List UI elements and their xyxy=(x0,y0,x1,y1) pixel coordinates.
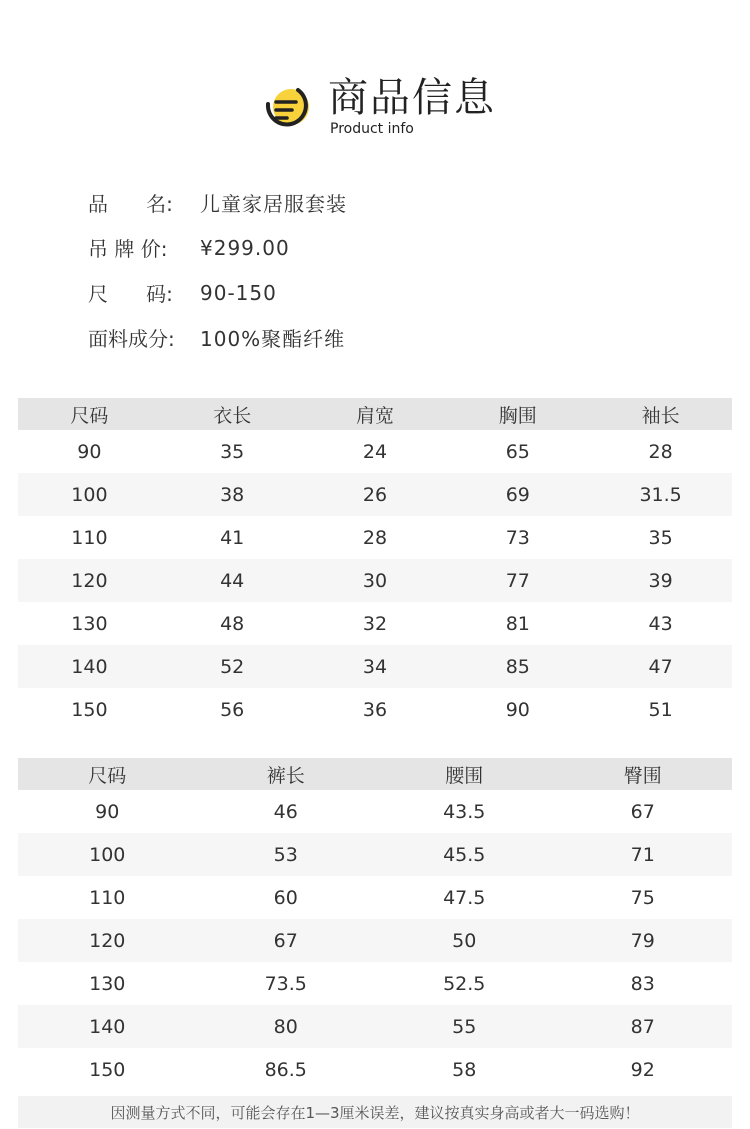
table-header-row xyxy=(18,398,732,430)
table-row xyxy=(18,430,732,473)
column-header: 腰围 xyxy=(375,758,554,790)
column-header: 臀围 xyxy=(554,758,733,790)
table-cell: 90 xyxy=(95,800,120,823)
table-cell: 67 xyxy=(197,919,376,962)
table-cell: 32 xyxy=(362,612,388,635)
info-value: ¥299.00 xyxy=(200,235,290,260)
column-header: 尺码 xyxy=(18,398,161,430)
column-header: 肩宽 xyxy=(304,398,447,430)
table-cell: 46 xyxy=(273,800,298,823)
info-value: 90-150 xyxy=(200,280,277,305)
table-cell: 110 xyxy=(71,526,108,549)
table-cell: 45.5 xyxy=(375,833,554,876)
table-row xyxy=(18,919,732,962)
table-row xyxy=(18,833,732,876)
table-cell: 39 xyxy=(589,559,732,602)
info-row-size xyxy=(88,270,688,315)
table-cell: 41 xyxy=(220,526,245,549)
table-cell: 140 xyxy=(18,645,161,688)
bottom-size-table xyxy=(18,758,732,1091)
table-cell: 31.5 xyxy=(589,473,732,516)
table-cell: 52 xyxy=(161,645,304,688)
column-header: 袖长 xyxy=(589,398,732,430)
table-cell: 110 xyxy=(89,886,126,909)
table-cell: 77 xyxy=(446,559,589,602)
column-header: 胸围 xyxy=(446,398,589,430)
table-cell: 120 xyxy=(18,559,161,602)
table-cell: 43.5 xyxy=(443,800,486,823)
table-cell: 140 xyxy=(18,1005,197,1048)
info-label: 尺 码: xyxy=(88,282,173,306)
table-cell: 65 xyxy=(505,440,530,463)
table-cell: 48 xyxy=(220,612,245,635)
table-cell: 38 xyxy=(161,473,304,516)
table-row xyxy=(18,790,732,833)
table-cell: 44 xyxy=(161,559,304,602)
table-row xyxy=(18,516,732,559)
table-cell: 60 xyxy=(273,886,298,909)
table-row xyxy=(18,645,732,688)
column-header: 裤长 xyxy=(197,758,376,790)
table-cell: 58 xyxy=(452,1058,477,1081)
table-cell: 35 xyxy=(220,440,245,463)
top-size-table xyxy=(18,398,732,731)
page-title: 商品信息 xyxy=(328,75,496,121)
table-cell: 28 xyxy=(648,440,673,463)
table-cell: 24 xyxy=(362,440,388,463)
info-row-material xyxy=(88,315,688,360)
table-cell: 47.5 xyxy=(443,886,486,909)
table-row xyxy=(18,876,732,919)
table-cell: 83 xyxy=(630,972,655,995)
table-cell: 43 xyxy=(648,612,673,635)
table-header-row xyxy=(18,758,732,790)
menu-badge-icon xyxy=(262,82,314,134)
info-row-name xyxy=(88,180,688,225)
table-cell: 51 xyxy=(648,698,673,721)
table-cell: 150 xyxy=(71,698,108,721)
table-row xyxy=(18,1048,732,1091)
table-cell: 100 xyxy=(18,473,161,516)
info-label: 品 名: xyxy=(88,192,173,216)
table-cell: 86.5 xyxy=(264,1058,307,1081)
column-header: 衣长 xyxy=(161,398,304,430)
table-cell: 28 xyxy=(362,526,388,549)
table-cell: 50 xyxy=(375,919,554,962)
table-cell: 69 xyxy=(446,473,589,516)
table-cell: 73 xyxy=(505,526,530,549)
table-cell: 35 xyxy=(648,526,673,549)
table-row xyxy=(18,602,732,645)
table-cell: 73.5 xyxy=(264,972,307,995)
info-value: 100%聚酯纤维 xyxy=(200,327,346,351)
table-cell: 81 xyxy=(505,612,530,635)
table-row xyxy=(18,688,732,731)
measurement-note: 因测量方式不同，可能会存在1—3厘米误差，建议按真实身高或者大一码选购！ xyxy=(18,1096,732,1128)
table-cell: 79 xyxy=(554,919,733,962)
table-row xyxy=(18,559,732,602)
info-label: 面料成分: xyxy=(88,327,175,351)
table-cell: 130 xyxy=(89,972,126,995)
table-cell: 80 xyxy=(197,1005,376,1048)
table-cell: 130 xyxy=(71,612,108,635)
table-cell: 92 xyxy=(630,1058,655,1081)
page-subtitle: Product info xyxy=(330,121,414,137)
table-cell: 90 xyxy=(77,440,102,463)
info-value: 儿童家居服套装 xyxy=(200,192,347,216)
table-cell: 53 xyxy=(197,833,376,876)
table-cell: 87 xyxy=(554,1005,733,1048)
column-header: 尺码 xyxy=(18,758,197,790)
table-cell: 71 xyxy=(554,833,733,876)
product-info-header xyxy=(262,72,562,142)
table-cell: 120 xyxy=(18,919,197,962)
table-cell: 26 xyxy=(304,473,447,516)
table-cell: 150 xyxy=(89,1058,126,1081)
table-row xyxy=(18,962,732,1005)
table-cell: 75 xyxy=(630,886,655,909)
table-cell: 47 xyxy=(589,645,732,688)
table-cell: 67 xyxy=(630,800,655,823)
table-row xyxy=(18,1005,732,1048)
table-cell: 55 xyxy=(375,1005,554,1048)
table-row xyxy=(18,473,732,516)
table-cell: 85 xyxy=(446,645,589,688)
table-cell: 56 xyxy=(220,698,245,721)
info-label: 吊 牌 价: xyxy=(88,237,168,261)
table-cell: 52.5 xyxy=(443,972,486,995)
table-cell: 34 xyxy=(304,645,447,688)
info-row-price xyxy=(88,225,688,270)
table-cell: 90 xyxy=(505,698,530,721)
table-cell: 36 xyxy=(362,698,388,721)
table-cell: 100 xyxy=(18,833,197,876)
product-info-list xyxy=(88,180,688,360)
table-cell: 30 xyxy=(304,559,447,602)
